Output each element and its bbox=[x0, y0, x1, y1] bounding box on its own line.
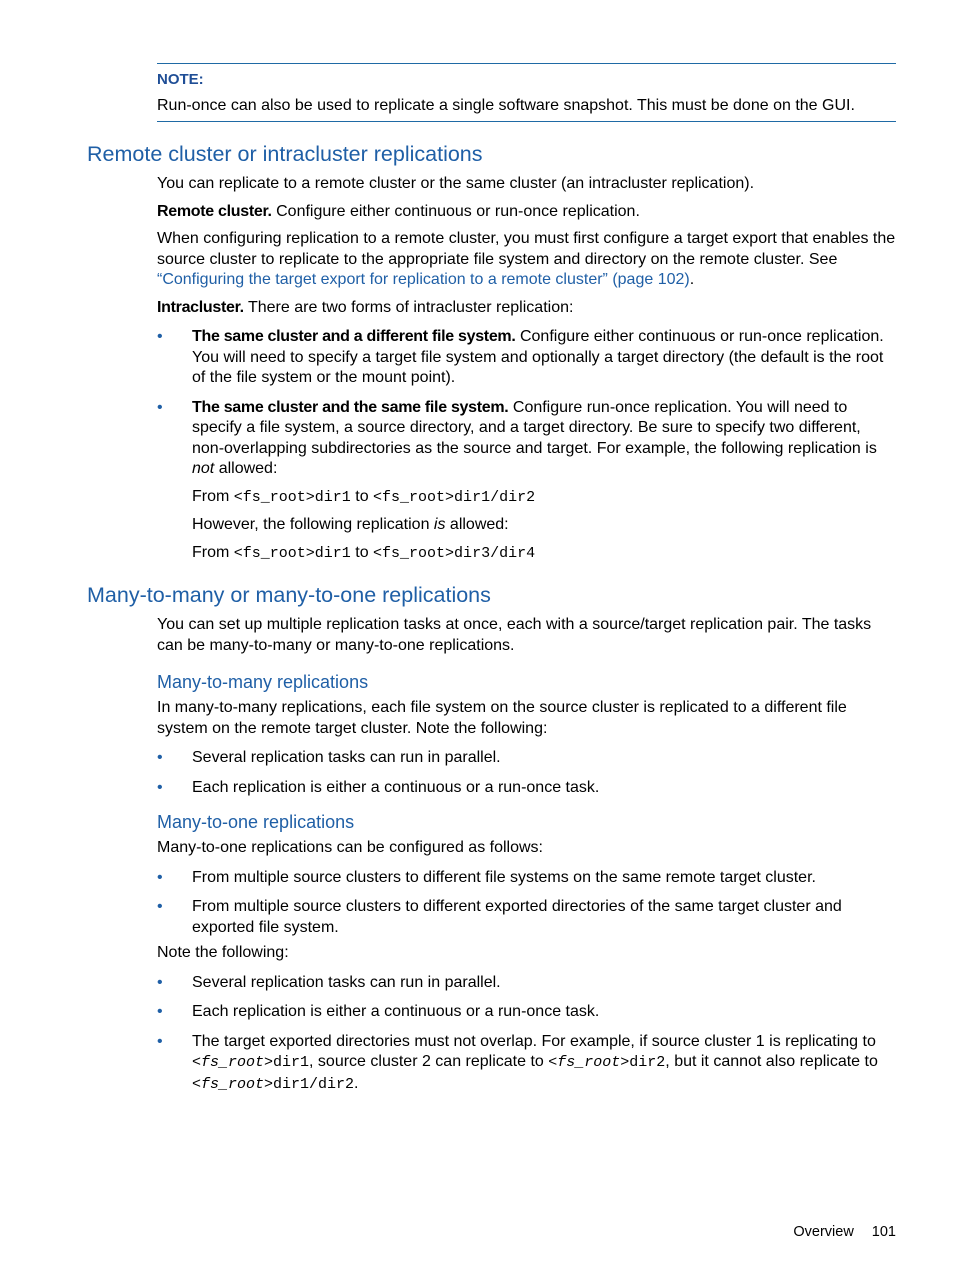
many-to-one-list bbox=[157, 868, 896, 939]
overlap-text-b: , source cluster 2 can replicate to bbox=[309, 1053, 549, 1070]
list-item bbox=[157, 897, 896, 938]
many-to-one-notes-list bbox=[157, 973, 896, 1096]
bullet-icon: • bbox=[157, 749, 163, 766]
intracluster-list bbox=[157, 327, 896, 564]
example1-from: From bbox=[192, 487, 234, 505]
note-text: Run-once can also be used to replicate a single software snapshot. This must be done on the GUI. bbox=[157, 97, 855, 114]
example2-target-path: <fs_root>dir3/dir4 bbox=[373, 544, 536, 562]
however-text-b: allowed: bbox=[445, 516, 509, 533]
remote-cluster-label: Remote cluster. bbox=[157, 202, 272, 220]
bullet2-label: The same cluster and the same file system. bbox=[192, 398, 509, 416]
bullet2-text-a: Configure run-once replication. You will need to specify a file system, a source directory, and a target directory. Be sure to specify two different, non-overlapping subdirectories as the source and target. For example, the following replication is bbox=[192, 398, 877, 457]
many-to-many-text: In many-to-many replications, each file system on the source cluster is replicated to a different file system on the remote target cluster. Note the following: bbox=[157, 699, 847, 737]
remote-cluster-paragraph bbox=[157, 202, 896, 223]
section1-intro: You can replicate to a remote cluster or the same cluster (an intracluster replication). bbox=[157, 175, 755, 192]
code-fs-root: <fs_root> bbox=[192, 1054, 274, 1071]
page-footer bbox=[793, 1223, 896, 1241]
list-item bbox=[157, 1032, 896, 1096]
note-heading: NOTE: bbox=[157, 71, 204, 88]
list-item bbox=[157, 973, 896, 994]
example-allowed bbox=[192, 543, 896, 565]
main-content bbox=[0, 140, 954, 1104]
bullet1-text: Configure either continuous or run-once replication. You will need to specify a target file system and optionally a target directory (the default is the root of the file system or the mount point). bbox=[192, 328, 884, 386]
however-paragraph bbox=[192, 515, 896, 536]
bullet-icon: • bbox=[157, 778, 163, 796]
bullet-icon: • bbox=[157, 398, 163, 416]
list-item bbox=[157, 778, 896, 799]
note-box bbox=[157, 63, 896, 122]
bullet-icon: • bbox=[157, 1003, 163, 1020]
bullet-icon: • bbox=[157, 868, 163, 886]
overlap-text-d: . bbox=[354, 1074, 359, 1092]
config-text: When configuring replication to a remote cluster, you must first configure a target export that enables the source cluster to replicate to the appropriate file system and directory on the remote cluster. See bbox=[157, 230, 896, 268]
list-item-text: Each replication is either a continuous or a run-once task. bbox=[192, 778, 600, 796]
example-not-allowed bbox=[192, 487, 896, 509]
bullet-icon: • bbox=[157, 898, 163, 915]
overlap-text-a: The target exported directories must not overlap. For example, if source cluster 1 is replicating to bbox=[192, 1032, 876, 1050]
many-to-one-text: Many-to-one replications can be configured as follows: bbox=[157, 839, 543, 856]
config-paragraph bbox=[157, 229, 896, 291]
list-item-text: From multiple source clusters to different exported directories of the same target cluster and exported file system. bbox=[192, 898, 842, 936]
list-item bbox=[157, 748, 896, 769]
list-item bbox=[157, 327, 896, 389]
intracluster-paragraph bbox=[157, 298, 896, 319]
many-to-many-list bbox=[157, 748, 896, 798]
bullet1-label: The same cluster and a different file system. bbox=[192, 328, 516, 345]
bullet2-not: not bbox=[192, 460, 215, 477]
example2-from: From bbox=[192, 543, 234, 561]
code-dir1: dir1 bbox=[273, 1054, 310, 1071]
footer-section: Overview bbox=[793, 1224, 854, 1240]
bullet-icon: • bbox=[157, 1032, 163, 1050]
list-item-text: Each replication is either a continuous or a run-once task. bbox=[192, 1003, 600, 1020]
list-item bbox=[157, 1002, 896, 1023]
code-fs-root: <fs_root> bbox=[548, 1054, 630, 1071]
example1-target-path: <fs_root>dir1/dir2 bbox=[373, 488, 536, 506]
bullet2-text-b: allowed: bbox=[214, 460, 278, 477]
overlap-text-c: , but it cannot also replicate to bbox=[665, 1053, 878, 1070]
bullet-icon: • bbox=[157, 328, 163, 345]
list-item bbox=[157, 398, 896, 565]
code-fs-root: <fs_root> bbox=[192, 1075, 274, 1093]
code-dir2: dir2 bbox=[629, 1054, 666, 1071]
intracluster-label: Intracluster. bbox=[157, 298, 244, 316]
list-item bbox=[157, 868, 896, 889]
config-target-export-link[interactable]: “Configuring the target export for replication to a remote cluster” (page 102) bbox=[157, 271, 690, 288]
example1-to: to bbox=[350, 487, 374, 505]
list-item-text: From multiple source clusters to different file systems on the same remote target cluster. bbox=[192, 868, 816, 886]
list-item-text: Several replication tasks can run in parallel. bbox=[192, 749, 501, 766]
bullet2-paragraph bbox=[192, 398, 896, 480]
bullet-icon: • bbox=[157, 973, 163, 991]
config-end: . bbox=[689, 271, 695, 288]
subsection-title-many-to-many: Many-to-many replications bbox=[157, 672, 369, 692]
code-dir1-dir2: dir1/dir2 bbox=[273, 1075, 355, 1093]
section-title-many: Many-to-many or many-to-one replications bbox=[87, 583, 491, 607]
intracluster-text: There are two forms of intracluster replication: bbox=[243, 298, 574, 316]
example1-source-path: <fs_root>dir1 bbox=[233, 488, 351, 506]
section2-intro: You can set up multiple replication tasks at once, each with a source/target replication pair. The tasks can be many-to-many or many-to-one replications. bbox=[157, 616, 872, 654]
list-item-text: Several replication tasks can run in parallel. bbox=[192, 973, 501, 991]
section-title-remote: Remote cluster or intracluster replications bbox=[87, 142, 483, 166]
remote-cluster-text: Configure either continuous or run-once replication. bbox=[271, 202, 640, 220]
page-number: 101 bbox=[871, 1224, 896, 1240]
example2-to: to bbox=[350, 543, 374, 561]
however-is: is bbox=[433, 516, 446, 533]
subsection-title-many-to-one: Many-to-one replications bbox=[157, 812, 355, 832]
note-following: Note the following: bbox=[157, 944, 289, 961]
however-text-a: However, the following replication bbox=[192, 516, 434, 533]
example2-source-path: <fs_root>dir1 bbox=[233, 544, 351, 562]
